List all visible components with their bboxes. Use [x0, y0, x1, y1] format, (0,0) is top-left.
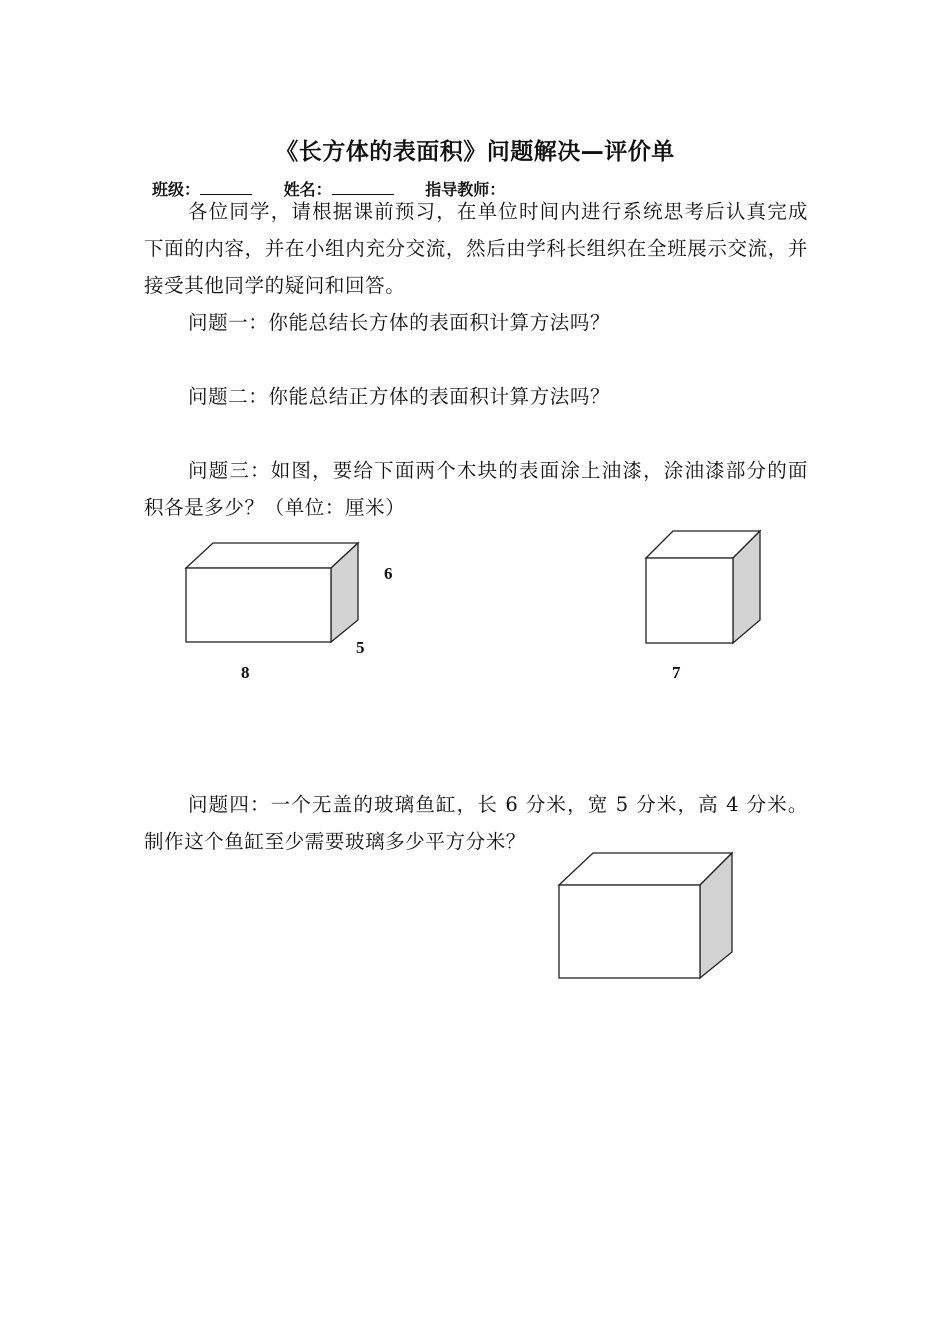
- cube-figure: [640, 526, 766, 650]
- cube-front-face: [646, 558, 733, 643]
- teacher-label: 指导教师：: [425, 180, 506, 199]
- cuboid-width-label: 5: [356, 638, 365, 657]
- fish-tank-figure: [553, 848, 737, 984]
- cuboid-figure: [180, 538, 365, 650]
- question-1: 问题一：你能总结长方体的表面积计算方法吗？: [188, 311, 611, 334]
- class-label: 班级：: [152, 180, 201, 199]
- cuboid-top-face: [186, 543, 358, 568]
- question-4: 问题四：一个无盖的玻璃鱼缸，长 6 分米，宽 5 分米，高 4 分米。制作这个鱼缸至少需要玻璃多少平方分米？: [144, 793, 808, 853]
- name-label: 姓名：: [283, 180, 332, 199]
- cuboid-front-face: [186, 568, 331, 642]
- page-title: 《长方体的表面积》问题解决—评价单: [275, 139, 675, 165]
- cube-edge-label: 7: [672, 663, 681, 682]
- cuboid-length-label: 8: [241, 663, 250, 682]
- tank-front-face: [559, 885, 700, 978]
- question-3: 问题三：如图，要给下面两个木块的表面涂上油漆，涂油漆部分的面积各是多少？（单位：厘米）: [144, 459, 808, 519]
- intro-paragraph: 各位同学，请根据课前预习，在单位时间内进行系统思考后认真完成下面的内容，并在小组内充分交流，然后由学科长组织在全班展示交流，并接受其他同学的疑问和回答。: [144, 200, 808, 297]
- cuboid-height-label: 6: [384, 564, 393, 583]
- question-2: 问题二：你能总结正方体的表面积计算方法吗？: [188, 385, 611, 408]
